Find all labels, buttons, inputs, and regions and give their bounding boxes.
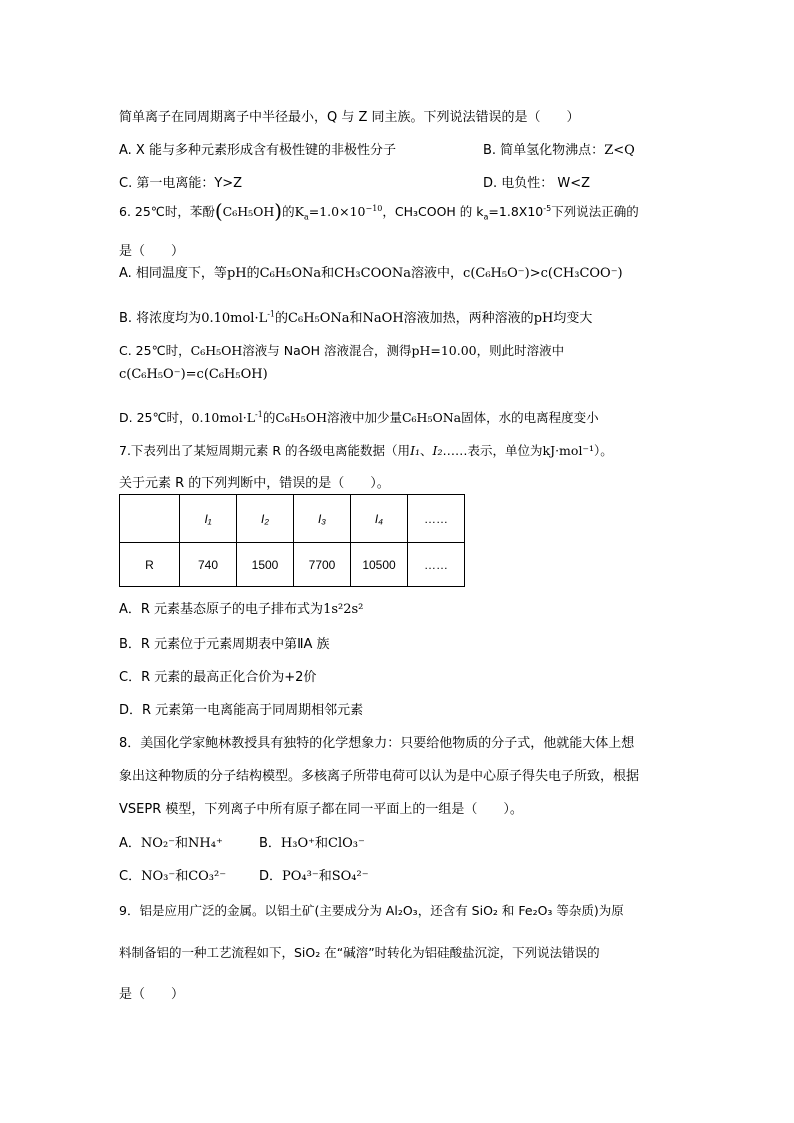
q5-option-b-text: B. 简单氢化物沸点： [483, 143, 605, 158]
q8-a-label: A． [119, 836, 141, 851]
table-cell: 740 [180, 543, 237, 587]
q6-c-mid: 溶液与 NaOH 溶液混合，测得 [242, 343, 412, 358]
q7-sep: 、 [420, 443, 433, 458]
q8-option-a [119, 835, 223, 853]
q6-b-start: B. 将浓度均为 [119, 311, 202, 326]
q6-option-c-line2: c(C₆H₅O⁻)=c(C₆H₅OH) [119, 367, 268, 382]
q8-b-formula1: H₃O⁺ [280, 836, 315, 851]
table-cell: …… [408, 543, 465, 587]
q7-option-a [119, 601, 363, 619]
q5-option-c: C. 第一电离能：Y>Z [119, 176, 243, 191]
q6-a-inequality: c(C₆H₅O⁻)>c(CH₃COO⁻) [463, 266, 623, 281]
q7-option-d: D．R 元素第一电离能高于同周期相邻元素 [119, 703, 364, 718]
q7-i1-symbol: I₁ [410, 443, 421, 458]
q8-d-label: D． [259, 869, 283, 884]
table-header-row [120, 495, 465, 543]
q5-option-b-expr: Z<Q [604, 143, 635, 158]
q6-phenol-formula: C₆H₅OH [222, 204, 275, 219]
q9-stem-line2: 料制备铝的一种工艺流程如下，SiO₂ 在“碱溶”时转化为铝硅酸盐沉淀，下列说法错误的 [119, 945, 600, 960]
q6-stem-line1: 6. 25℃时，苯酚(C₆H₅OH)的$K_a=1.0\times 10^{-10}$，CH₃COOH 的 $k_a=1.8X10^{-5}$下列说法正确的 [119, 199, 639, 223]
q7-stem-start: 7.下表列出了某短周期元素 R 的各级电离能数据（用 [119, 443, 411, 458]
q7-option-c: C．R 元素的最高正化合价为+2价 [119, 670, 317, 685]
q8-option-c [119, 868, 226, 886]
q6-d-end: 固体，水的电离程度变小 [461, 410, 599, 425]
table-cell: 1500 [237, 543, 294, 587]
q5-intro-line: 简单离子在同周期离子中半径最小，Q 与 Z 同主族。下列说法错误的是（ ） [119, 110, 580, 125]
q8-d-formula1: PO₄³⁻ [282, 869, 319, 884]
q8-a-formula2: NH₄⁺ [188, 836, 223, 851]
q9-stem-line3: 是（ ） [119, 987, 185, 1002]
q7-unit: kJ·mol⁻¹ [542, 443, 595, 458]
q8-d-and: 和 [318, 869, 332, 884]
q6-d-formula2: C₆H₅ONa [401, 410, 462, 425]
q7-option-b: B．R 元素位于元素周期表中第ⅡA 族 [119, 637, 330, 652]
q6-a-and: 和 [321, 266, 335, 281]
table-header-cell [120, 495, 180, 543]
q6-option-a [119, 265, 623, 283]
q6-c-ph: pH=10.00 [411, 343, 477, 358]
q7-a-text: A．R 元素基态原子的电子排布式为 [119, 602, 324, 617]
q8-c-formula2: CO₃²⁻ [188, 869, 227, 884]
q6-c-formula1: C₆H₅OH [190, 343, 243, 358]
table-header-cell: I₂ [237, 495, 294, 543]
q7-stem-line2: 关于元素 R 的下列判断中，错误的是（ ）。 [119, 476, 390, 491]
q7-stem-line1 [119, 442, 613, 460]
q6-a-ph: pH [226, 266, 247, 281]
q6-b-conc-exp: -1 [267, 309, 276, 319]
q6-stem-tail2: =1.8X10 [488, 204, 544, 219]
q6-b-ph: pH [533, 311, 554, 326]
q6-d-conc: 0.10mol·L [191, 410, 256, 425]
q8-b-formula2: ClO₃⁻ [328, 836, 365, 851]
q6-a-formula2: CH₃COONa [334, 266, 412, 281]
q6-c-start: C. 25℃时， [119, 343, 191, 358]
q8-b-and: 和 [315, 836, 329, 851]
q8-c-and: 和 [175, 869, 189, 884]
q6-a-mid: 的 [246, 266, 260, 281]
q6-option-c-line1 [119, 342, 564, 360]
q6-b-mid: 的 [275, 311, 289, 326]
q6-stem-tail: ，CH₃COOH 的 k [382, 204, 484, 219]
table-header-cell: I₃ [294, 495, 351, 543]
q5-option-d: D. 电负性： W<Z [483, 176, 591, 191]
q8-c-formula1: NO₃⁻ [141, 869, 176, 884]
table-header-cell: …… [408, 495, 465, 543]
q6-option-d [119, 409, 599, 427]
q7-a-config: 1s²2s² [323, 602, 364, 617]
q6-b-formula2: NaOH [362, 311, 404, 326]
q6-b-conc: 0.10mol·L [201, 311, 268, 326]
table-header-cell: I₄ [351, 495, 408, 543]
q6-b-formula1: C₆H₅ONa [288, 311, 350, 326]
q6-b-end: 溶液加热，两种溶液的 [403, 311, 534, 326]
q6-d-conc-exp: -1 [255, 409, 263, 419]
q6-d-mid: 的 [262, 410, 276, 425]
q5-option-a: A. X 能与多种元素形成含有极性键的非极性分子 [119, 143, 396, 158]
q6-c-end: ，则此时溶液中 [476, 343, 565, 358]
q6-b-end2: 均变大 [553, 311, 593, 326]
q7-i2-symbol: I₂ [432, 443, 443, 458]
q8-a-and: 和 [175, 836, 189, 851]
q6-stem-tail-exp: -5 [543, 203, 552, 213]
table-row [120, 543, 465, 587]
q8-a-formula1: NO₂⁻ [140, 836, 176, 851]
q6-stem-end: 下列说法正确的 [551, 204, 639, 219]
q6-stem-line2: 是（ ） [119, 244, 185, 259]
q8-d-formula2: SO₄²⁻ [331, 869, 369, 884]
q8-c-label: C． [119, 869, 142, 884]
q6-ka-symbol: $K_a$ [294, 204, 309, 222]
ionization-energy-table [119, 494, 465, 587]
q6-a-end: 溶液中， [411, 266, 464, 281]
q6-a-formula1: C₆H₅ONa [259, 266, 322, 281]
q6-b-and: 和 [349, 311, 363, 326]
q6-d-formula1: C₆H₅OH [275, 410, 327, 425]
q6-d-start: D. 25℃时， [119, 410, 192, 425]
table-header-cell: I₁ [180, 495, 237, 543]
q7-stem-close: ）。 [594, 443, 613, 458]
q8-stem-line3: VSEPR 模型，下列离子中所有原子都在同一平面上的一组是（ ）。 [119, 802, 523, 817]
q6-d-mid2: 溶液中加少量 [326, 410, 402, 425]
q6-ka-value: =1.0×10 [308, 204, 366, 219]
table-cell: 7700 [294, 543, 351, 587]
q6-stem-mid: 的 [282, 204, 295, 219]
q5-option-b [483, 142, 635, 160]
q6-a-start: A. 相同温度下，等 [119, 266, 227, 281]
q8-b-label: B． [259, 836, 281, 851]
q9-stem-line1: 9．铝是应用广泛的金属。以铝土矿(主要成分为 Al₂O₃，还含有 SiO₂ 和 Fe₂O₃ 等杂质)为原 [119, 903, 624, 918]
q8-stem-line1: 8．美国化学家鲍林教授具有独特的化学想象力：只要给他物质的分子式，他就能大体上想 [119, 736, 635, 751]
q6-stem-start: 6. 25℃时，苯酚 [119, 204, 215, 219]
table-cell: R [120, 543, 180, 587]
q7-stem-end: ……表示，单位为 [442, 443, 543, 458]
q6-option-b [119, 310, 592, 328]
q8-option-d [259, 868, 369, 886]
q6-ka-exp: −10 [365, 203, 383, 213]
q8-option-b [259, 835, 365, 853]
q8-stem-line2: 象出这种物质的分子结构模型。多核离子所带电荷可以认为是中心原子得失电子所致，根据 [119, 769, 640, 784]
table-cell: 10500 [351, 543, 408, 587]
